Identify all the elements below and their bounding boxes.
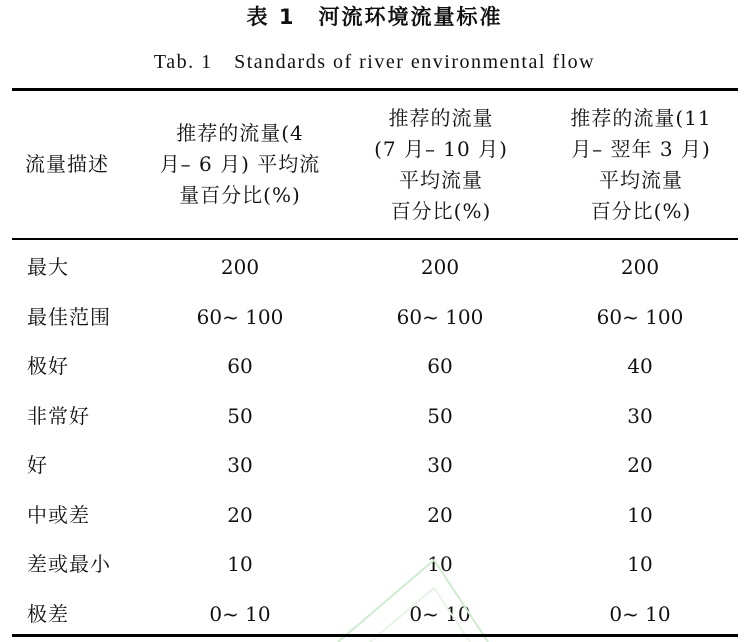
cell-jul-oct: 200	[420, 255, 460, 279]
header-cell-jul-oct	[346, 91, 536, 238]
header-label: 推荐的流量 (7 月– 10 月) 平均流量 百分比(%)	[374, 105, 508, 223]
row-label: 极好	[27, 354, 69, 378]
cell-jul-oct: 30	[427, 453, 453, 477]
cell-jul-oct: 0~ 10	[409, 601, 471, 626]
cell-apr-jun: 10	[227, 552, 253, 576]
cell-apr-jun: 60	[227, 354, 253, 378]
header-cell-apr-jun	[142, 91, 338, 238]
cell-nov-mar: 10	[627, 502, 653, 527]
row-label: 非常好	[27, 403, 90, 428]
cell-nov-mar: 200	[620, 255, 660, 279]
cell-apr-jun: 50	[227, 403, 253, 428]
cell-nov-mar: 60~ 100	[596, 304, 684, 329]
table-row	[0, 590, 749, 640]
header-label: 推荐的流量(4 月– 6 月) 平均流 量百分比(%)	[159, 121, 321, 207]
header-cell-description	[25, 91, 135, 238]
table-bottom-rule	[12, 634, 738, 637]
cell-apr-jun: 30	[227, 453, 253, 477]
cell-jul-oct: 60~ 100	[396, 304, 484, 329]
row-label: 最大	[27, 255, 69, 279]
cell-jul-oct: 10	[427, 552, 453, 576]
table-header-rule	[12, 238, 738, 240]
table-body	[0, 243, 749, 639]
table-title-en: Tab. 1 Standards of river environmental flow	[153, 51, 596, 73]
row-label: 最佳范围	[27, 304, 111, 329]
row-label: 极差	[27, 601, 69, 626]
table-row	[0, 342, 749, 392]
row-label: 差或最小	[27, 552, 111, 576]
table-row	[0, 441, 749, 491]
row-label: 中或差	[27, 502, 90, 527]
table-row	[0, 243, 749, 293]
cell-nov-mar: 10	[627, 552, 653, 576]
cell-jul-oct: 50	[427, 403, 453, 428]
table-title-cn: 表 1 河流环境流量标准	[246, 5, 503, 29]
header-cell-nov-mar	[543, 91, 739, 238]
header-label: 推荐的流量(11 月– 翌年 3 月) 平均流量 百分比(%)	[570, 105, 712, 223]
row-label: 好	[27, 453, 48, 477]
cell-apr-jun: 0~ 10	[209, 601, 271, 626]
cell-nov-mar: 30	[627, 403, 653, 428]
cell-apr-jun: 20	[227, 502, 253, 527]
table-row	[0, 491, 749, 541]
cell-nov-mar: 40	[627, 354, 653, 378]
cell-jul-oct: 60	[427, 354, 453, 378]
table-row	[0, 392, 749, 442]
cell-nov-mar: 20	[627, 453, 653, 477]
cell-apr-jun: 60~ 100	[196, 304, 284, 329]
cell-nov-mar: 0~ 10	[609, 601, 671, 626]
header-label: 流量描述	[25, 152, 109, 176]
cell-jul-oct: 20	[427, 502, 453, 527]
table-row	[0, 293, 749, 343]
cell-apr-jun: 200	[220, 255, 260, 279]
table-row	[0, 540, 749, 590]
